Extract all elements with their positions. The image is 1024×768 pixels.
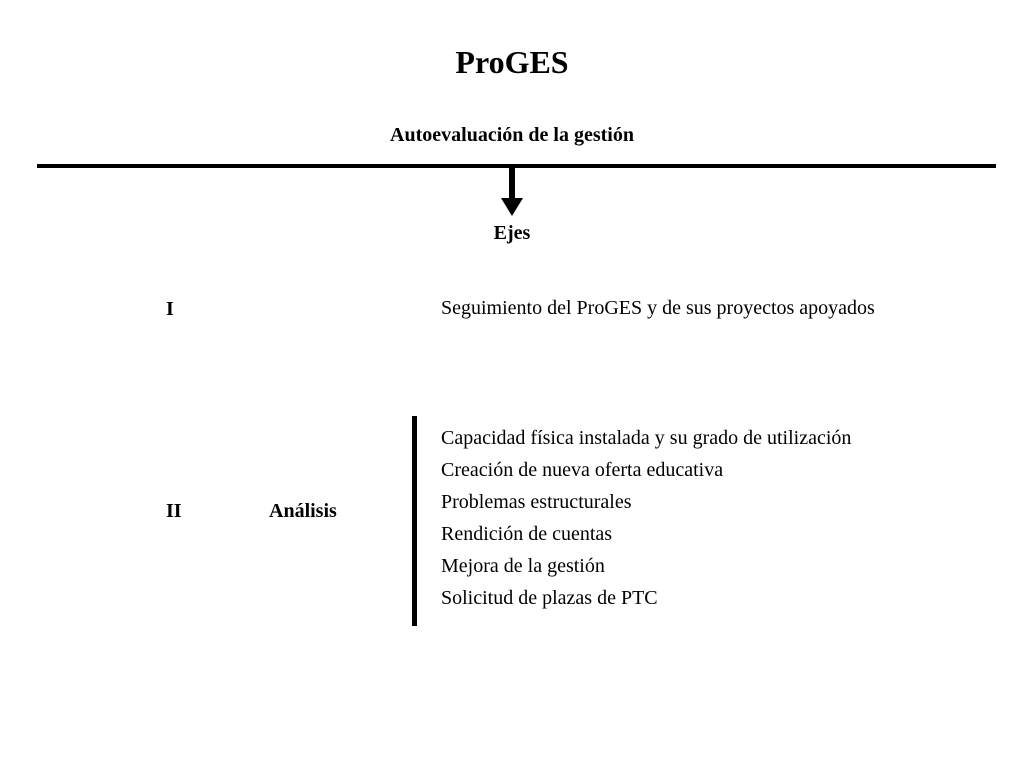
axis-number-2: II xyxy=(166,500,182,522)
list-item: Capacidad física instalada y su grado de utilización xyxy=(441,427,852,449)
axes-heading: Ejes xyxy=(493,222,531,244)
page-title: ProGES xyxy=(455,44,569,80)
axis-2-item-list xyxy=(441,425,851,617)
vertical-bracket-bar xyxy=(412,416,417,626)
list-item: Rendición de cuentas xyxy=(441,523,613,545)
list-item: Problemas estructurales xyxy=(441,491,632,513)
list-item: Solicitud de plazas de PTC xyxy=(441,587,658,609)
down-arrow-icon xyxy=(498,168,526,218)
list-item: Creación de nueva oferta educativa xyxy=(441,459,724,481)
axis-number-1: I xyxy=(166,298,174,320)
list-item: Mejora de la gestión xyxy=(441,555,605,577)
axis-2-label: Análisis xyxy=(269,500,337,522)
page-subtitle: Autoevaluación de la gestión xyxy=(390,124,634,146)
axis-1-description: Seguimiento del ProGES y de sus proyectos apoyados xyxy=(441,297,875,319)
